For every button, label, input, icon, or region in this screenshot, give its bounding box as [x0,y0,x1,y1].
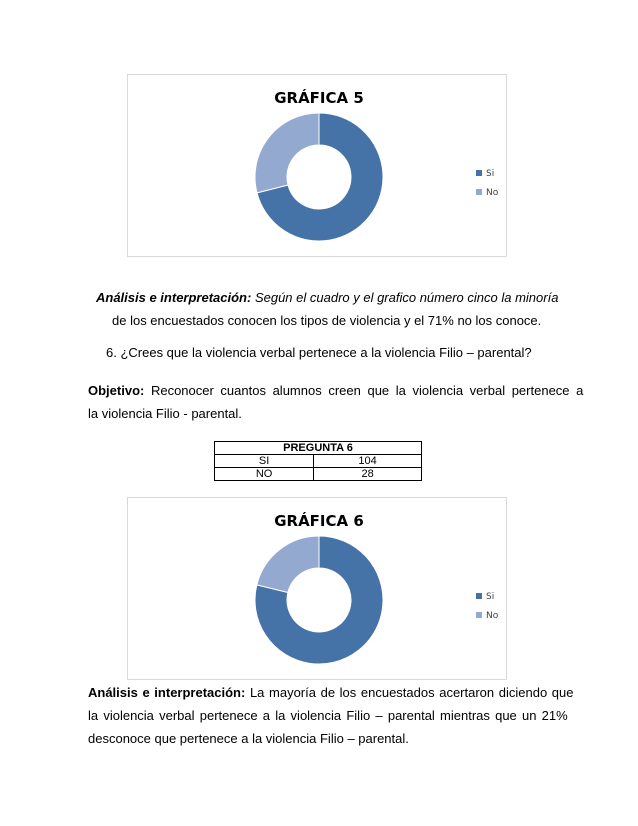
objective-text-1: Reconocer cuantos alumnos creen que la violencia verbal pertenece a [144,383,584,398]
analysis-6-line-2: la violencia verbal pertenece a la violencia Filio – parental mientras que un 21% [88,708,568,723]
table-cell: 28 [314,468,422,481]
legend-label-no: No [486,188,499,198]
chart-gráfica-5 [127,74,507,257]
chart-title: GRÁFICA 5 [274,89,364,107]
table-cell: SI [215,455,314,468]
analysis-6-text-1: La mayoría de los encuestados acertaron diciendo que [245,685,574,700]
legend-swatch-no [476,189,482,195]
table-cell: NO [215,468,314,481]
analysis-5-label: Análisis e interpretación: [96,290,252,305]
legend-label-si: Si [486,169,495,179]
table-row [215,455,422,468]
legend-swatch-si [476,593,482,599]
donut-slice-no [257,536,319,592]
objective-line-1 [88,381,583,400]
objective-line-2: la violencia Filio - parental. [88,406,242,421]
analysis-5-line-2: de los encuestados conocen los tipos de violencia y el 71% no los conoce. [112,313,542,328]
table-row [215,468,422,481]
objective-label: Objetivo: [88,383,145,398]
donut-slice-no [255,113,319,193]
question-6: 6. ¿Crees que la violencia verbal pertenece a la violencia Filio – parental? [106,345,532,360]
analysis-6-line-1 [88,683,573,702]
chart-title: GRÁFICA 6 [274,512,364,530]
analysis-6-line-3: desconoce que pertenece a la violencia Filio – parental. [88,731,409,746]
table-header: PREGUNTA 6 [215,442,422,455]
table-cell: 104 [314,455,422,468]
legend-swatch-no [476,612,482,618]
legend-label-no: No [486,611,499,621]
analysis-5-line-1 [96,288,558,307]
question-6-table [214,441,422,481]
chart-5-svg [128,75,506,256]
chart-gráfica-6 [127,497,507,680]
chart-6-svg [128,498,506,679]
table-header-row [215,442,422,455]
analysis-5-text-1: Según el cuadro y el grafico número cinco la minoría [251,290,559,305]
analysis-6-label: Análisis e interpretación: [88,685,246,700]
legend-label-si: Si [486,592,495,602]
legend-swatch-si [476,170,482,176]
